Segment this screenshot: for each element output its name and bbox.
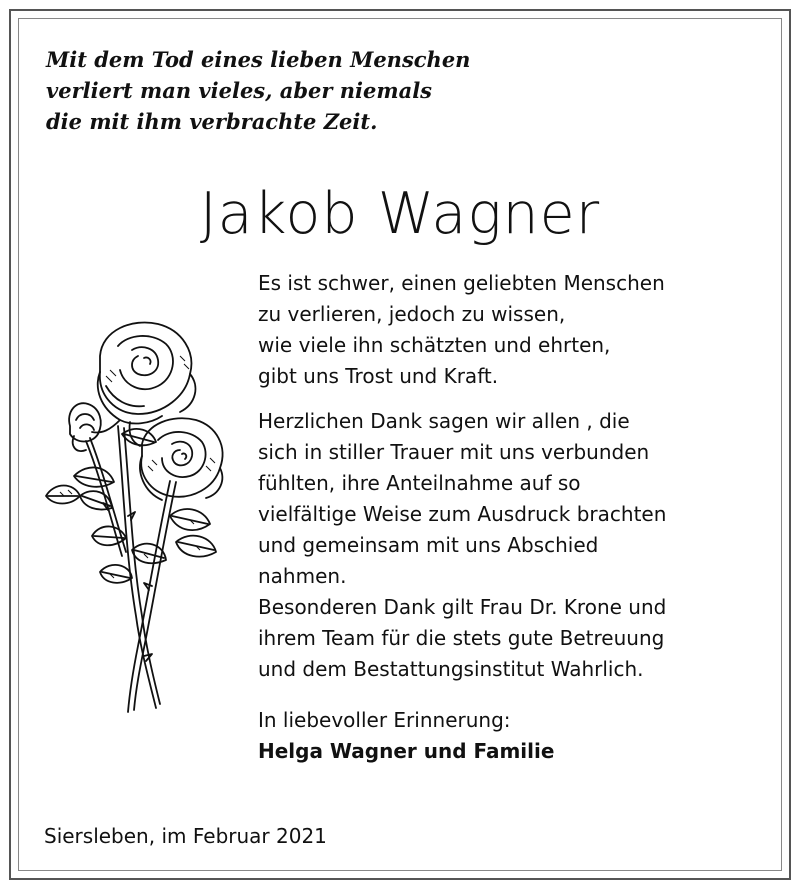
text-line: Es ist schwer, einen geliebten Menschen xyxy=(258,271,665,295)
message-body xyxy=(258,268,768,767)
motto-quote xyxy=(46,44,486,137)
text-line: zu verlieren, jedoch zu wissen, xyxy=(258,302,566,326)
deceased-name: Jakob Wagner xyxy=(199,181,601,247)
text-line: und dem Bestattungsinstitut Wahrlich. xyxy=(258,657,644,681)
paragraph-comfort xyxy=(258,268,768,392)
motto-line: die mit ihm verbrachte Zeit. xyxy=(46,109,378,134)
text-line: Herzlichen Dank sagen wir allen , die xyxy=(258,409,630,433)
text-line: vielfältige Weise zum Ausdruck brachten xyxy=(258,502,667,526)
text-line: Besonderen Dank gilt Frau Dr. Krone und xyxy=(258,595,667,619)
text-line: sich in stiller Trauer mit uns verbunden xyxy=(258,440,650,464)
text-line: fühlten, ihre Anteilnahme auf so xyxy=(258,471,581,495)
text-line: ihrem Team für die stets gute Betreuung xyxy=(258,626,665,650)
text-line: und gemeinsam mit uns Abschied xyxy=(258,533,599,557)
motto-line: verliert man vieles, aber niemals xyxy=(46,78,433,103)
motto-line: Mit dem Tod eines lieben Menschen xyxy=(46,47,471,72)
text-line: nahmen. xyxy=(258,564,347,588)
spacer xyxy=(258,392,768,406)
rose-illustration-icon xyxy=(40,316,230,716)
spacer xyxy=(258,685,768,705)
text-line: gibt uns Trost und Kraft. xyxy=(258,364,499,388)
place-date: Siersleben, im Februar 2021 xyxy=(44,824,327,848)
closing-block xyxy=(258,705,768,767)
text-line: wie viele ihn schätzten und ehrten, xyxy=(258,333,611,357)
paragraph-thanks xyxy=(258,406,768,685)
closing-line: In liebevoller Erinnerung: xyxy=(258,708,511,732)
signature: Helga Wagner und Familie xyxy=(258,739,555,763)
